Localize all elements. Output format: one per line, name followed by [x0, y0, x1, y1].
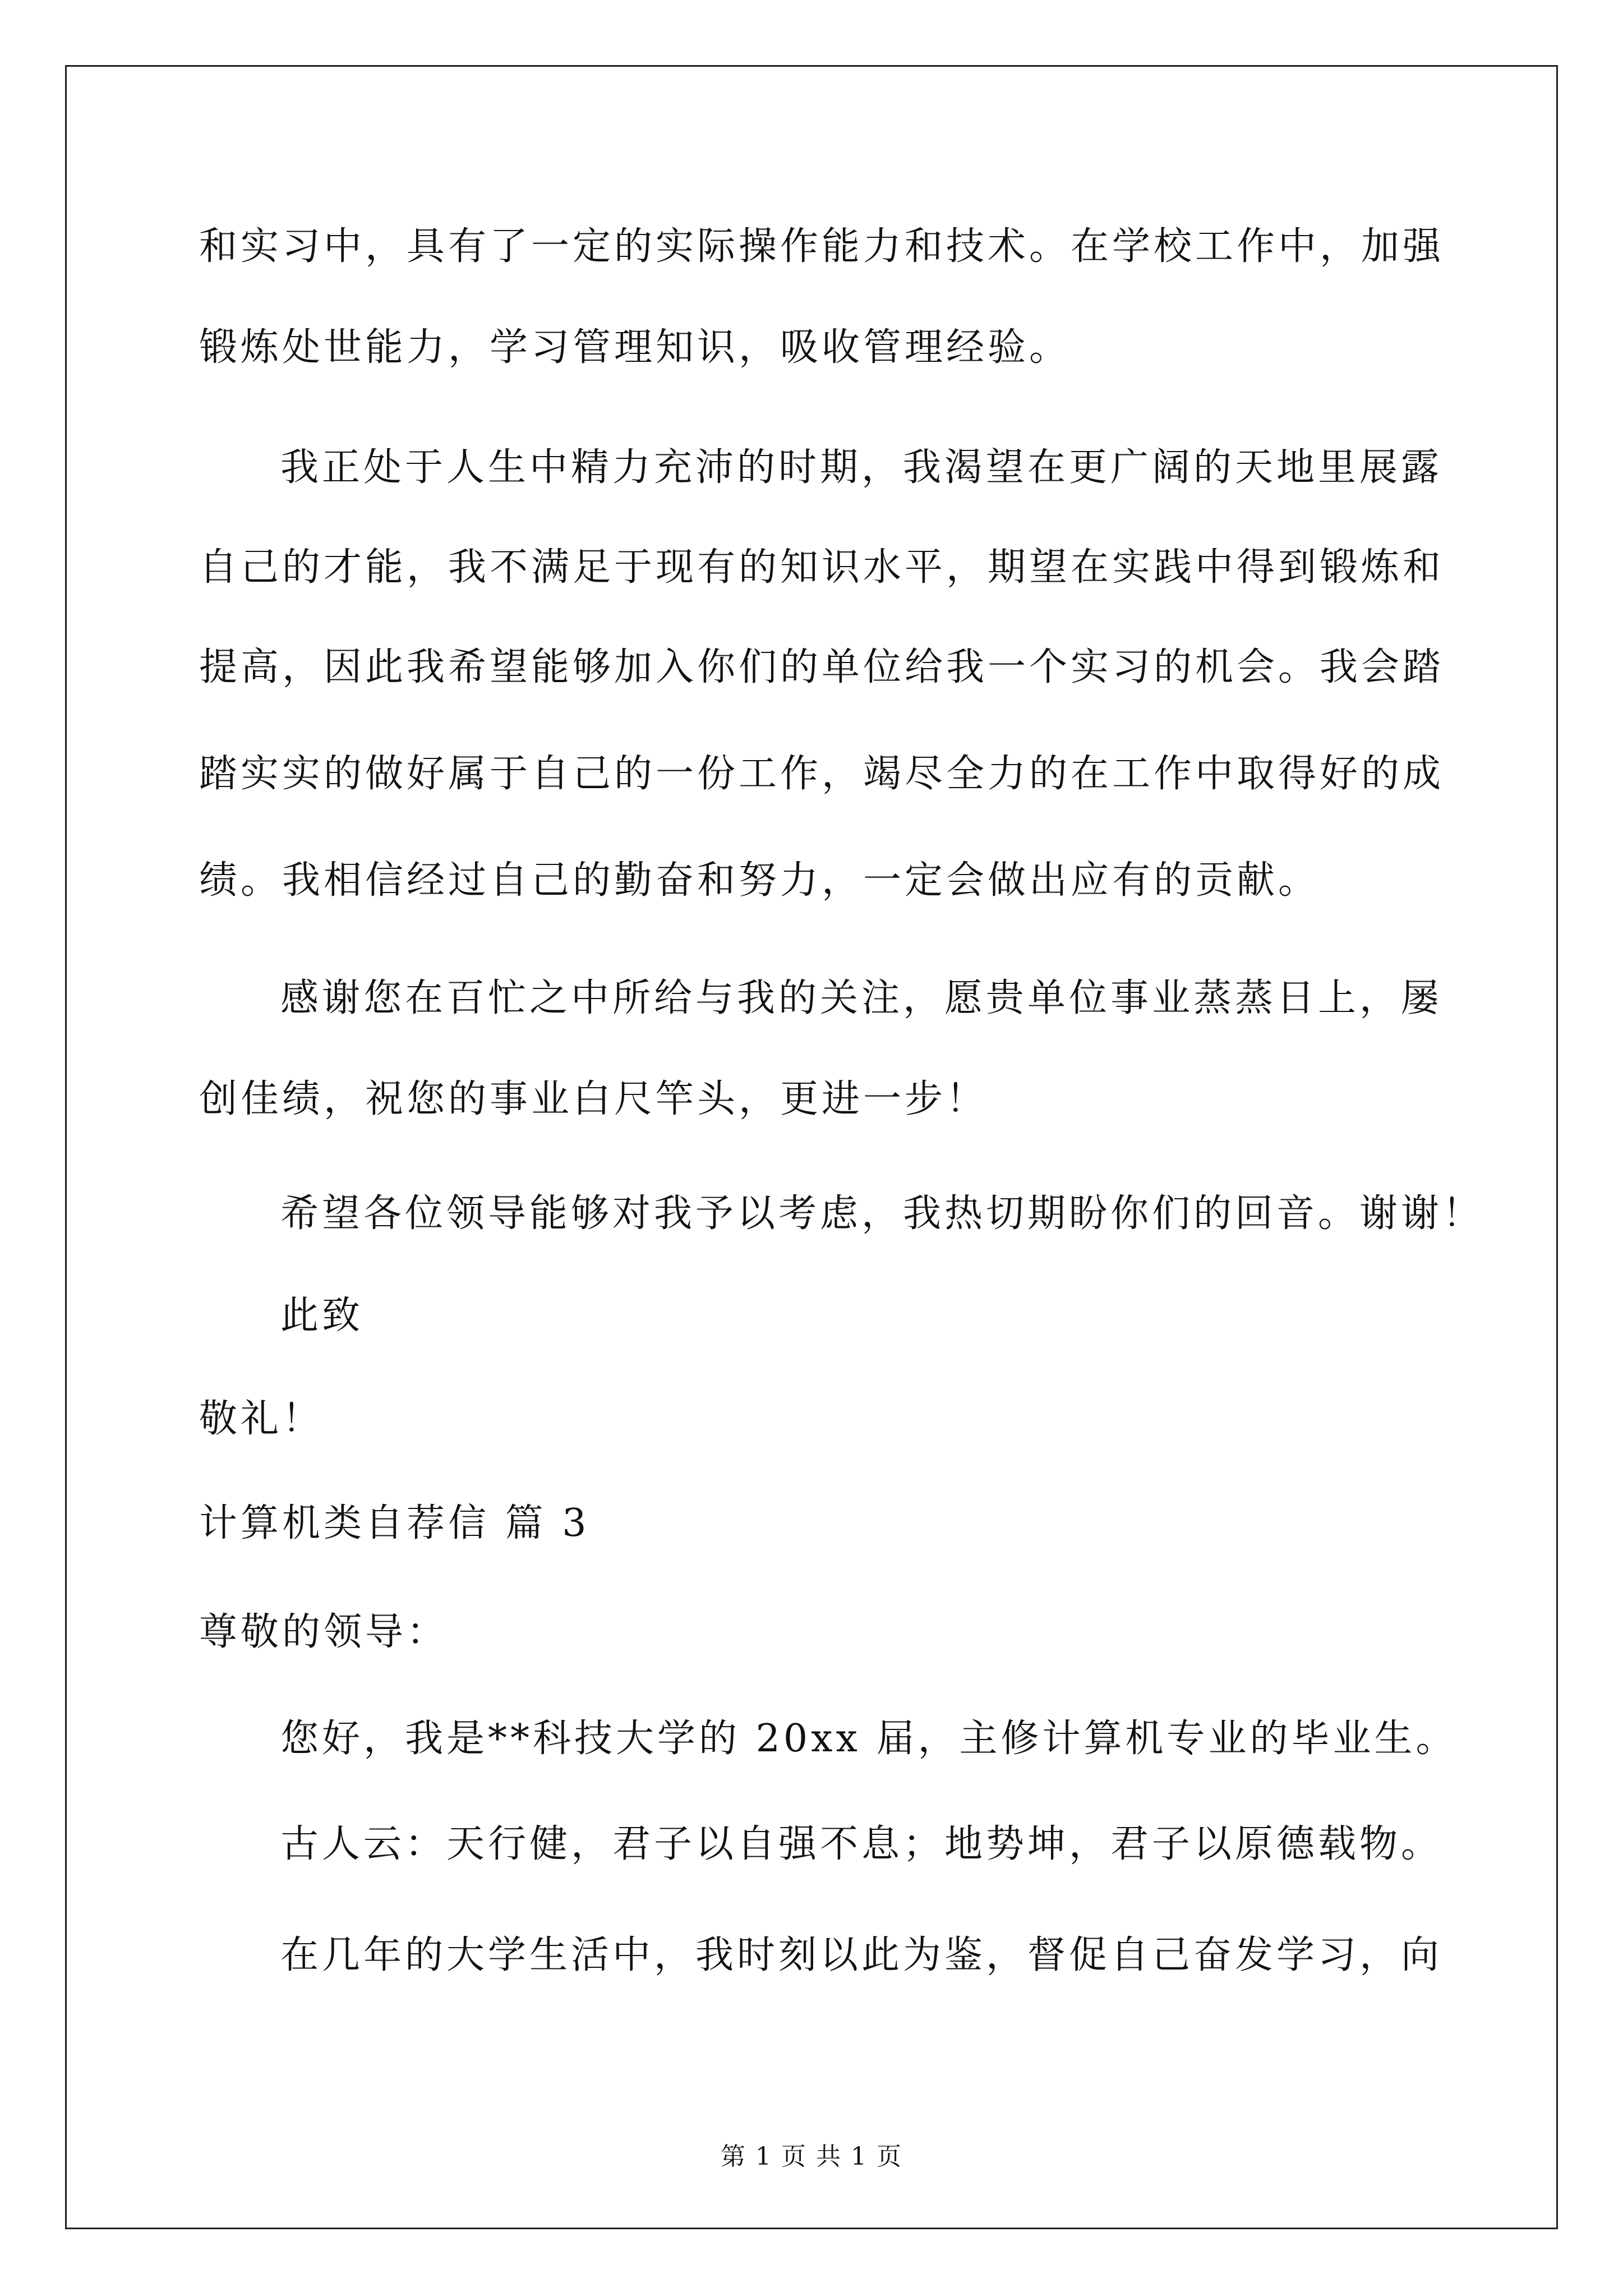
body-line-9: 创佳绩，祝您的事业白尺竿头，更进一步！ — [199, 1077, 988, 1121]
body-line-3: 我正处于人生中精力充沛的时期，我渴望在更广阔的天地里展露 — [280, 445, 1443, 490]
body-line-16: 古人云：天行健，君子以自强不息；地势坤，君子以原德载物。 — [280, 1822, 1443, 1866]
greeting: 尊敬的领导： — [199, 1610, 449, 1654]
body-line-2: 锻炼处世能力，学习管理知识，吸收管理经验。 — [199, 325, 1071, 370]
body-line-4: 自己的才能，我不满足于现有的知识水平，期望在实践中得到锻炼和 — [199, 545, 1445, 590]
body-line-15: 您好，我是**科技大学的 20xx 届，主修计算机专业的毕业生。 — [280, 1717, 1458, 1761]
body-line-7: 绩。我相信经过自己的勤奋和努力，一定会做出应有的贡献。 — [199, 858, 1320, 903]
section-heading: 计算机类自荐信 篇 3 — [199, 1501, 590, 1545]
body-line-5: 提高，因此我希望能够加入你们的单位给我一个实习的机会。我会踏 — [199, 645, 1445, 689]
body-line-8: 感谢您在百忙之中所给与我的关注，愿贵单位事业蒸蒸日上，屡 — [280, 976, 1443, 1020]
body-line-10: 希望各位领导能够对我予以考虑，我热切期盼你们的回音。谢谢！ — [280, 1191, 1484, 1236]
closing-salutation: 此致 — [280, 1294, 364, 1338]
closing-respect: 敬礼！ — [199, 1397, 324, 1441]
page-border — [65, 65, 1558, 2229]
body-line-6: 踏实实的做好属于自己的一份工作，竭尽全力的在工作中取得好的成 — [199, 752, 1445, 796]
page-footer: 第 1 页 共 1 页 — [721, 2142, 902, 2171]
body-line-1: 和实习中，具有了一定的实际操作能力和技术。在学校工作中，加强 — [199, 224, 1445, 269]
body-line-17: 在几年的大学生活中，我时刻以此为鉴，督促自己奋发学习，向 — [280, 1933, 1443, 1977]
